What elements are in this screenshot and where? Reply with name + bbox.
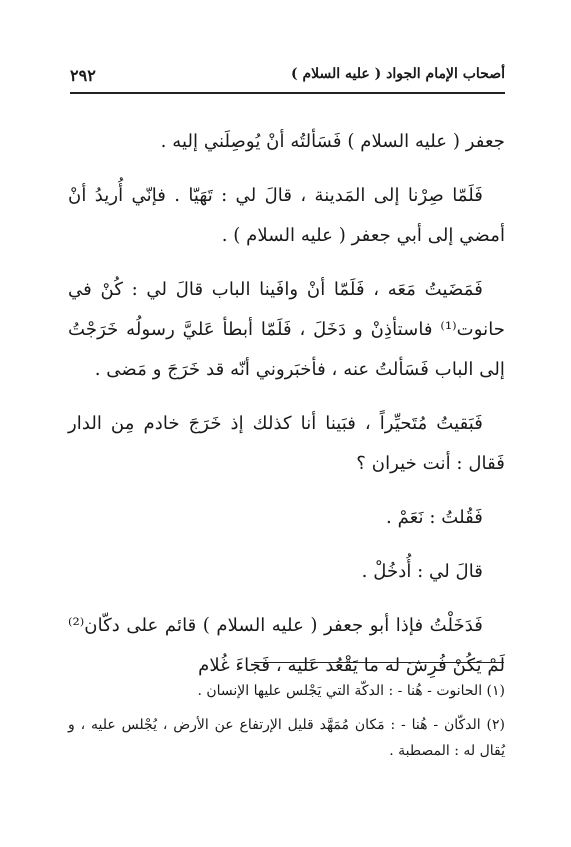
header-title: أصحاب الإمام الجواد ( عليه السلام ) — [291, 66, 505, 82]
footnotes — [68, 678, 505, 772]
footnote: (٢) الدكّان - هُنا - : مَكان مُمَهَّد قليل الإرتفاع عن الأرض ، يُجْلس عليه ، و يُقال له : المصطبة . — [68, 717, 505, 759]
paragraph: فَلَمّا صِرْنا إلى المَدينة ، قالَ لي : تَهَيّا . فإنّي أُريدُ أنْ أمضي إلى أبي جعفر ( عليه السلام ) . — [68, 185, 505, 246]
footnote: (١) الحانوت - هُنا - : الدكّة التي يَجْلس عليها الإنسان . — [197, 683, 505, 699]
paragraph: قالَ لي : أُدخُلْ . — [361, 561, 483, 582]
paragraph: فَمَضَيتُ مَعَه ، فَلَمّا أنْ وافَينا الباب قالَ لي : كُنْ في حانوت⁽¹⁾ فاستأذِنْ و دَخَلَ ، فَلَمّا أبطأ عَليَّ رسولُه خَرَجْتُ إلى الباب فَسَألتُ عنه ، فأخبَروني أنّه قد خَرَجَ و مَضى . — [68, 279, 505, 380]
running-header — [70, 62, 505, 94]
footnote-divider — [254, 662, 504, 663]
paragraph: فَدَخَلْتُ فإذا أبو جعفر ( عليه السلام ) قائم على دكّان⁽²⁾ لَمْ يَكُنْ فُرِشَ له ما يَقْعُد عَليه ، فَجاءَ غُلام — [68, 615, 505, 676]
main-text — [68, 122, 505, 700]
page-number: ٢٩٢ — [70, 66, 96, 85]
paragraph: جعفر ( عليه السلام ) فَسَألتُه أنْ يُوصِلَني إليه . — [160, 131, 505, 152]
paragraph: فَقُلتُ : نَعَمْ . — [386, 507, 483, 528]
paragraph: فَبَقيتُ مُتَحيِّراً ، فبَينا أنا كذلك إذ خَرَجَ خادم مِن الدار فَقال : أنت خيران ؟ — [68, 413, 505, 474]
